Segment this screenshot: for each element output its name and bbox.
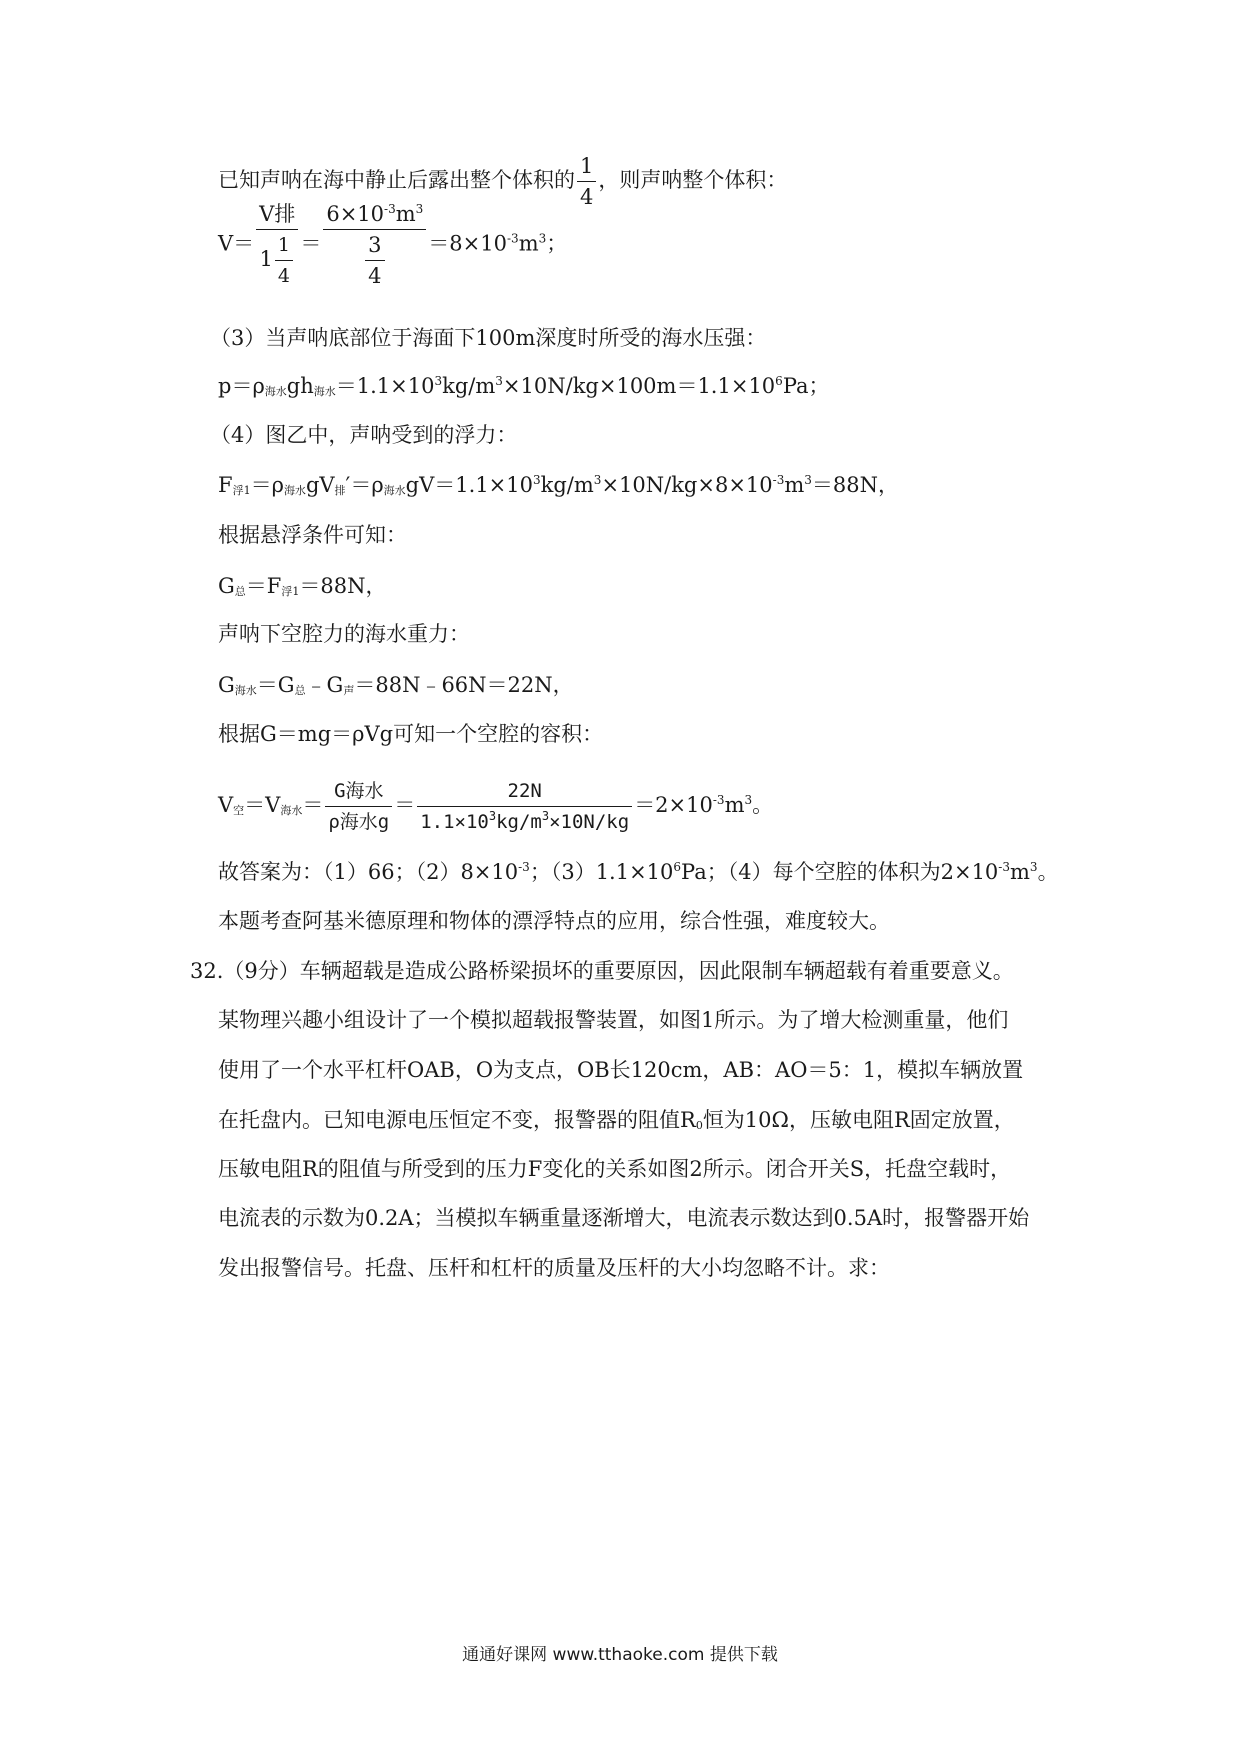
fraction-value	[417, 777, 632, 836]
frac-den: 4	[580, 185, 594, 209]
t: ′＝ρ	[345, 473, 384, 497]
formula-label: 根据G＝mg＝ρVg可知一个空腔的容积：	[218, 722, 604, 746]
exp: 3	[533, 473, 541, 487]
intro-text-end: ，则声呐整个体积：	[598, 168, 788, 192]
t: m	[724, 793, 745, 817]
t: ＝88N，	[811, 473, 900, 497]
page-footer: 通通好课网 www.tthaoke.com 提供下载	[462, 1645, 778, 1665]
frac-den: ρ海水g	[328, 811, 390, 833]
gsea-equation	[218, 671, 574, 705]
t: ＝2×10	[634, 793, 713, 817]
cavity-volume-equation	[218, 777, 773, 836]
t: ×10N/kg	[549, 811, 630, 833]
frac-den	[323, 231, 426, 290]
t: ＝V	[244, 793, 281, 817]
frac-den: 4	[368, 264, 382, 288]
exp: -3	[772, 473, 785, 487]
frac-num: G海水	[334, 780, 384, 802]
t: kg/m	[540, 473, 594, 497]
exp: 3	[593, 473, 602, 487]
fraction-value	[323, 200, 426, 290]
fraction-vpai	[256, 200, 298, 290]
cavity-label: 声呐下空腔力的海水重力：	[218, 622, 470, 646]
q32-line-2: 某物理兴趣小组设计了一个模拟超载报警装置，如图1所示。为了增大检测重量，他们	[218, 1008, 1009, 1032]
t: 。	[1037, 860, 1059, 884]
sub: 海水	[280, 804, 303, 817]
exp: -3	[712, 793, 725, 807]
t: G	[218, 574, 235, 598]
frac-num: 1	[580, 154, 594, 178]
t: V	[218, 793, 234, 817]
exp: -3	[384, 202, 396, 216]
exp: 3	[541, 809, 550, 823]
t: G	[218, 673, 235, 697]
frac-num	[323, 200, 426, 228]
fraction-g-over-rho	[325, 777, 392, 836]
t: ＝	[302, 793, 324, 817]
t: 恒为10Ω，压敏电阻R固定放置，	[702, 1108, 1015, 1132]
t: ×10N/kg×100m＝1.1×10	[502, 374, 776, 398]
buoyancy-equation	[218, 471, 899, 505]
sub: 海水	[283, 484, 306, 497]
exp: 3	[1029, 860, 1038, 874]
t: ＝1.1×10	[335, 374, 435, 398]
t: ＝	[394, 793, 416, 817]
q32-line-1: 32.（9分）车辆超载是造成公路桥梁损坏的重要原因，因此限制车辆超载有着重要意义。	[190, 959, 1014, 983]
t: ＝88N﹣66N＝22N，	[354, 673, 574, 697]
intro-text: 已知声呐在海中静止后露出整个体积的	[218, 168, 575, 192]
t: ﹣G	[305, 673, 344, 697]
exp: 3	[434, 374, 443, 388]
frac-den	[256, 231, 298, 290]
mixed-whole: 1	[259, 247, 273, 271]
q32-line-4	[218, 1106, 1015, 1140]
frac-num: 22N	[507, 780, 542, 802]
gtotal-equation	[218, 572, 386, 606]
q32-line-3: 使用了一个水平杠杆OAB，O为支点，OB长120cm，AB：AO＝5：1，模拟车辆放置	[218, 1058, 1024, 1082]
sub: 海水	[264, 385, 287, 398]
comment-line: 本题考查阿基米德原理和物体的漂浮特点的应用，综合性强，难度较大。	[218, 909, 890, 933]
sub: 0	[695, 1119, 703, 1132]
t: kg/m	[496, 811, 542, 833]
frac-num: 3	[368, 233, 382, 257]
exp: -3	[518, 860, 530, 874]
t: ＝ρ	[250, 473, 284, 497]
volume-equation	[218, 200, 567, 290]
t: F	[218, 473, 233, 497]
sub: 海水	[313, 385, 336, 398]
unit: m	[395, 202, 416, 226]
frac-num: V排	[259, 202, 296, 226]
unit: m	[518, 231, 539, 256]
exp: 3	[538, 231, 547, 246]
t: 故答案为：（1）66；（2）8×10	[218, 860, 519, 884]
t: Pa；（4）每个空腔的体积为2×10	[681, 860, 999, 884]
exp: 6	[775, 374, 783, 388]
part3-label: （3）当声呐底部位于海面下100m深度时所受的海水压强：	[210, 326, 767, 350]
t: ＝G	[256, 673, 295, 697]
t: 。	[752, 793, 774, 817]
t: 1.1×10	[420, 811, 489, 833]
exp: 3	[415, 202, 424, 216]
sub: 浮1	[281, 585, 300, 598]
sub: 浮1	[232, 484, 251, 497]
exp: 3	[495, 374, 503, 388]
exp: 3	[804, 473, 812, 487]
suspend-label: 根据悬浮条件可知：	[218, 523, 407, 547]
frac-num: 1	[277, 234, 290, 256]
q32-line-6: 电流表的示数为0.2A；当模拟车辆重量逐渐增大，电流表示数达到0.5A时，报警器开始	[218, 1206, 1030, 1230]
t: gV＝1.1×10	[405, 473, 533, 497]
fraction	[577, 152, 596, 211]
result: ＝8×10	[428, 231, 507, 256]
punct: ；	[546, 231, 568, 256]
t: p＝ρ	[218, 374, 265, 398]
sub: 海水	[383, 484, 406, 497]
sub: 总	[234, 585, 246, 598]
t: Pa；	[782, 374, 830, 398]
frac-den: 4	[277, 265, 290, 287]
t: gh	[286, 374, 314, 398]
t: m	[784, 473, 805, 497]
exp: 6	[673, 860, 682, 874]
pressure-equation	[218, 372, 830, 406]
t: kg/m	[442, 374, 496, 398]
equals: ＝	[300, 231, 322, 256]
t: ；（3）1.1×10	[529, 860, 674, 884]
t: ＝F	[245, 574, 282, 598]
sub: 空	[233, 804, 245, 817]
q32-line-5: 压敏电阻R的阻值与所受到的压力F变化的关系如图2所示。闭合开关S，托盘空载时，	[218, 1157, 1012, 1181]
exp: 3	[744, 793, 753, 807]
exp: 3	[488, 809, 497, 823]
t: gV	[305, 473, 335, 497]
t: ×10N/kg×8×10	[601, 473, 773, 497]
sub: 海水	[234, 684, 257, 697]
sub: 总	[294, 684, 306, 697]
answer-line	[218, 858, 1059, 886]
exp: -3	[998, 860, 1010, 874]
t: ＝88N，	[299, 574, 387, 598]
sub: 声	[343, 684, 355, 697]
part4-label: （4）图乙中，声呐受到的浮力：	[210, 423, 518, 447]
eq-lhs: V＝	[218, 231, 255, 256]
num-text: 6×10	[326, 202, 385, 226]
t: m	[1010, 860, 1030, 884]
q32-line-7: 发出报警信号。托盘、压杆和杠杆的质量及压杆的大小均忽略不计。求：	[218, 1256, 890, 1280]
t: 在托盘内。已知电源电压恒定不变，报警器的阻值R	[218, 1108, 696, 1132]
frac-den	[417, 808, 632, 836]
sub: 排	[334, 484, 346, 497]
exp: -3	[506, 231, 519, 246]
